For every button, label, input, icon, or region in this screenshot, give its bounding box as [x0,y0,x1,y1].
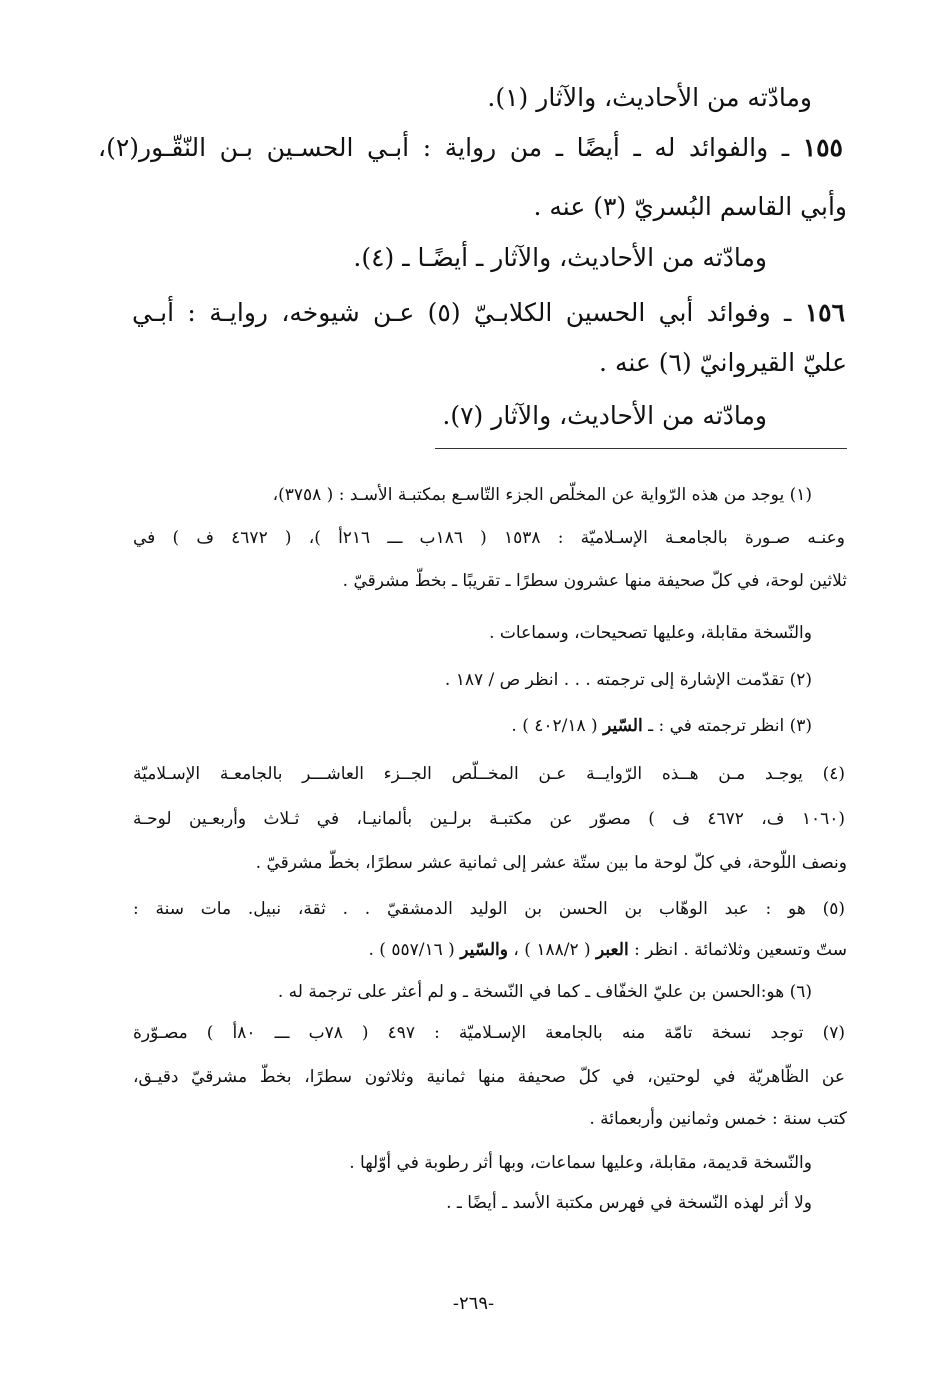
main-line-6 [599,345,847,381]
footnote-5-line-2 [369,937,848,963]
main-line-7-text: ومادّته من الأحاديث، والآثار (٧). [442,401,767,430]
footnote-1-line-2 [133,525,845,551]
footnote-5-book-title-2: والسّير [460,940,508,960]
footnote-4-line-1 [133,761,845,787]
footnote-7-line-2 [133,1064,845,1090]
footnote-7-line-3-text: كتب سنة : خمس وثمانين وأربعمائة . [589,1109,847,1129]
main-line-6-text: عليّ القيروانيّ (٦) عنه . [599,348,847,377]
footnote-3 [511,713,812,739]
footnote-5-book-title-1: العبر [596,940,629,960]
footnote-3-book-title: السّير [603,716,643,736]
main-line-4 [353,240,767,276]
footnote-1-line-4 [489,620,812,646]
footnote-7-line-2-text: عن الظّاهريّة في لوحتين، في كلّ صحيفة منها ثمانية وثلاثون سطرًا، بخطّ مشرقيّ دقيـق، [133,1067,845,1087]
footnote-3-ref: ( ٤٠٢/١٨ ) . [511,716,604,736]
entry-155-line [98,130,843,166]
footnote-6-text: (٦) هو:الحسن بن عليّ الخفّاف ـ كما في النّسخة ـ و لم أعثر على ترجمة له . [277,982,812,1002]
main-line-3-text: وأبي القاسم البُسريّ (٣) عنه . [533,192,847,221]
footnote-7-line-5-text: ولا أثر لهذه النّسخة في فهرس مكتبة الأسد ـ أيضًا ـ . [446,1193,812,1213]
footnote-1-line-1 [273,482,812,508]
footnote-5-ref-1: ( ١٨٨/٢ ) ، [507,940,597,960]
footnote-7-line-3 [589,1106,847,1132]
footnote-1-line-2-text: وعنـه صـورة بالجامعـة الإسـلاميّة : ١٥٣٨ ( ١٨٦ب ـــ ٢١٦أ )، ( ٤٦٧٢ ف ) في [133,528,845,548]
footnote-7-line-4 [349,1150,812,1176]
footnote-7-line-4-text: والنّسخة قديمة، مقابلة، وعليها سماعات، وبها أثر رطوبة في أوّلها . [349,1153,812,1173]
entry-number-155: ١٥٥ [802,133,843,162]
footnote-7-line-5 [446,1190,812,1216]
entry-156-text: ـ وفوائد أبي الحسين الكلابـيّ (٥) عـن شيوخه، روايـة : أبـي [132,298,805,327]
footnote-3-text: (٣) انظر ترجمته في : ـ [642,716,812,736]
footnote-4-line-2-text: (١٠٦٠ ف، ٤٦٧٢ ف ) مصوّر عن مكتبـة برلـين بألمانيـا، في ثـلاث وأربعـين لوحـة [133,809,845,829]
footnote-4-line-1-text: (٤) يوجـد مـن هــذه الرّوايــة عـن المخــلّص الجــزء العاشـــر بالجامعـة الإسـلاميّة [133,764,845,784]
footnote-5-line-2-text: ستّ وتسعين وثلاثمائة . انظر : [628,940,847,960]
entry-156-line [132,295,845,331]
page-number: -٢٦٩- [452,1293,495,1314]
entry-number-156: ١٥٦ [804,298,846,327]
footnote-2 [445,667,812,693]
footnote-4-line-2 [133,806,845,832]
footnote-1-line-1-text: (١) يوجد من هذه الرّواية عن المخلّص الجزء التّاسـع بمكتبـة الأسـد : ( ٣٧٥٨)، [272,485,812,505]
footnote-1-line-4-text: والنّسخة مقابلة، وعليها تصحيحات، وسماعات . [489,623,812,643]
main-line-3 [534,189,848,225]
footnote-7-line-1-text: (٧) توجد نسخة تامّة منه بالجامعة الإسـلاميّة : ٤٩٧ ( ٧٨ب ـــ ٨٠أ ) مصـوّرة [133,1023,845,1043]
footnote-5-ref-2: ( ٥٥٧/١٦ ) . [368,940,461,960]
main-line-1-text: ومادّته من الأحاديث، والآثار (١). [487,83,812,112]
footnote-2-text: (٢) تقدّمت الإشارة إلى ترجمته . . . انظر ص / ١٨٧ . [444,670,812,690]
entry-155-text: ـ والفوائد له ـ أيضًا ـ من رواية : أبـي الحسـين بـن النّقّـور(٢)، [98,133,803,162]
footnote-1-line-3 [343,568,847,594]
footnote-5-line-1 [133,896,845,922]
main-line-7 [442,398,767,434]
footnote-4-line-3 [256,850,847,876]
main-line-4-text: ومادّته من الأحاديث، والآثار ـ أيضًـا ـ (٤). [353,243,767,272]
main-line-1 [487,80,812,116]
footnote-7-line-1 [133,1020,845,1046]
footnote-1-line-3-text: ثلاثين لوحة، في كلّ صحيفة منها عشرون سطرًا ـ تقريبًا ـ بخطّ مشرقيّ . [342,571,847,591]
footnote-5-line-1-text: (٥) هو : عبد الوهّاب بن الحسن بن الوليد الدمشقيّ . . ثقة، نبيل. مات سنة : [133,899,845,919]
footnote-6 [278,979,812,1005]
footnote-4-line-3-text: ونصف اللّوحة، في كلّ لوحة ما بين ستّة عشر إلى ثمانية عشر سطرًا، بخطّ مشرقيّ . [255,853,847,873]
footnote-separator [435,448,847,449]
